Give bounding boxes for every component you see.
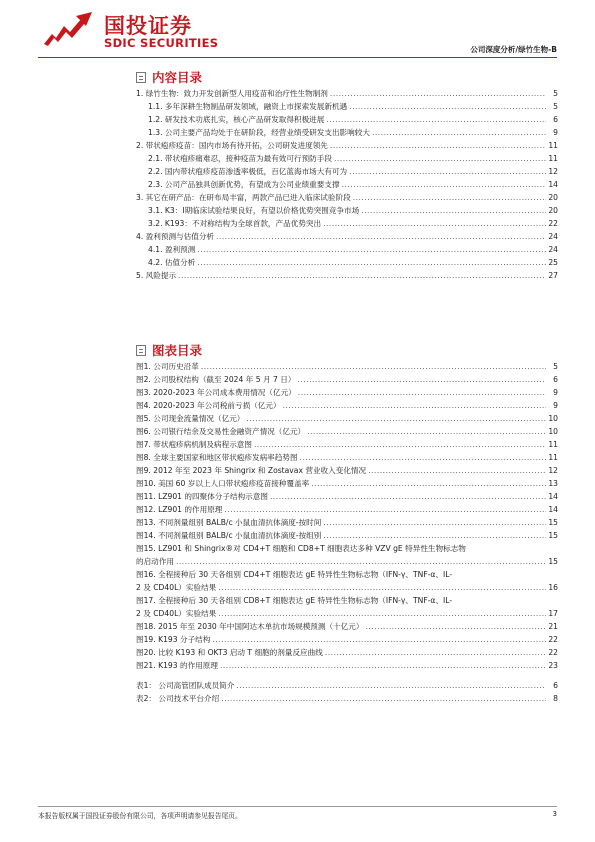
dot-leader: [197, 244, 546, 255]
toc-entry-label: 图1. 公司历史沿革: [136, 362, 199, 371]
dot-leader: [298, 387, 546, 398]
figure-entry[interactable]: [136, 478, 558, 491]
toc-entry-label: 图15. LZ901 和 Shingrix®对 CD4+T 细胞和 CD8+T 细胞表达多种 VZV gE 特异性生物标志物: [136, 544, 466, 553]
toc-entry-page: 15: [548, 557, 558, 566]
figures-list: [136, 361, 558, 706]
figure-entry[interactable]: [136, 517, 558, 530]
toc-entry-page: 5: [553, 102, 558, 111]
toc-entry-page: 17: [548, 609, 558, 618]
dot-leader: [334, 153, 546, 164]
toc-entry-label: 2 及 CD40L）实验结果: [136, 609, 217, 618]
figure-entry-continued[interactable]: [136, 556, 558, 569]
dot-leader: [372, 127, 546, 138]
toc-entry-label: 3. 其它在研产品：在研布局丰富，两款产品已进入临床试验阶段: [136, 193, 351, 202]
dot-leader: [323, 218, 546, 229]
page-header: [0, 0, 595, 60]
toc-entry-label: 图21. K193 的作用原理: [136, 661, 218, 670]
toc-entry[interactable]: [136, 231, 558, 244]
copyright-note: 本报告版权属于国投证券股份有限公司，各项声明请参见报告尾页。: [38, 812, 242, 820]
toc-entry-label: 图6. 公司银行结余及交易性金融资产情况（亿元）: [136, 427, 306, 436]
figure-entry[interactable]: [136, 530, 558, 543]
toc-entry-page: 15: [548, 531, 558, 540]
header-divider: [38, 57, 557, 58]
figure-entry[interactable]: [136, 595, 558, 608]
toc-entry-page: 5: [553, 362, 558, 371]
toc-entry-label: 1.3. 公司主要产品均处于在研阶段，经营业绩受研发支出影响较大: [148, 128, 370, 137]
figure-entry[interactable]: [136, 465, 558, 478]
figure-entry[interactable]: [136, 426, 558, 439]
toc-entry[interactable]: [136, 244, 558, 257]
toc-entry-label: 1.1. 多年深耕生物制品研发领域，融资上市探索发展新机遇: [148, 102, 348, 111]
logo-text-cn: 国投证券: [104, 14, 192, 38]
toc-entry-label: 3.1. K3：Ⅰ期临床试验结果良好，有望以价格优势突围竞争市场: [148, 206, 360, 215]
toc-entry-label: 图13. 不同剂量组别 BALB/c 小鼠血清抗体滴度-按时间: [136, 518, 322, 527]
toc-entry-page: 27: [548, 271, 558, 280]
dot-leader: [254, 439, 546, 450]
toc-entry-label: 1. 绿竹生物：致力开发创新型人用疫苗和治疗性生物制剂: [136, 89, 328, 98]
toc-entry-page: 6: [553, 115, 558, 124]
contents-heading: [136, 68, 202, 86]
toc-entry-page: 13: [548, 479, 558, 488]
toc-entry-label: 4. 盈利预测与估值分析: [136, 232, 215, 241]
toc-entry-page: 24: [548, 245, 558, 254]
figure-entry[interactable]: [136, 543, 558, 556]
toc-entry-page: 10: [548, 414, 558, 423]
figure-entry[interactable]: [136, 621, 558, 634]
figure-entry[interactable]: [136, 647, 558, 660]
figure-entry[interactable]: [136, 660, 558, 673]
toc-entry-page: 14: [548, 492, 558, 501]
dot-leader: [323, 517, 546, 528]
toc-entry[interactable]: [136, 218, 558, 231]
toc-entry[interactable]: [136, 88, 558, 101]
figure-entry-continued[interactable]: [136, 582, 558, 595]
toc-entry-page: 8: [553, 694, 558, 703]
toc-entry-page: 21: [548, 622, 558, 631]
logo-text-en: SDIC SECURITIES: [104, 36, 219, 50]
toc-entry-label: 图9. 2012 年至 2023 年 Shingrix 和 Zostavax 营业收入变化情况: [136, 466, 367, 475]
dot-leader: [361, 205, 546, 216]
dot-leader: [300, 452, 546, 463]
toc-entry-page: 24: [548, 232, 558, 241]
contents-title: 内容目录: [152, 70, 203, 85]
dot-leader: [178, 270, 546, 281]
dot-leader: [349, 101, 546, 112]
dot-leader: [307, 426, 546, 437]
toc-entry-page: 6: [553, 681, 558, 690]
dot-leader: [176, 556, 546, 567]
toc-entry-page: 5: [553, 89, 558, 98]
toc-entry-label: 2.3. 公司产品独具创新优势，有望成为公司业绩重要支撑: [148, 180, 340, 189]
toc-entry[interactable]: [136, 166, 558, 179]
figure-entry[interactable]: [136, 413, 558, 426]
toc-entry[interactable]: [136, 205, 558, 218]
toc-entry-page: 15: [548, 518, 558, 527]
dot-leader: [365, 621, 546, 632]
dot-leader: [270, 491, 546, 502]
figures-title: 图表目录: [152, 343, 203, 358]
toc-entry-label: 图12. LZ901 的作用原理: [136, 505, 223, 514]
toc-entry-label: 图3. 2020-2023 年公司成本费用情况（亿元）: [136, 388, 296, 397]
figure-entry[interactable]: [136, 361, 558, 374]
list-icon: [136, 345, 146, 356]
contents-list: [136, 88, 558, 283]
toc-entry-page: 14: [548, 505, 558, 514]
toc-entry-label: 图5. 公司现金流量情况（亿元）: [136, 414, 245, 423]
toc-entry-page: 16: [548, 583, 558, 592]
dot-leader: [330, 140, 546, 151]
figure-entry-continued[interactable]: [136, 608, 558, 621]
dot-leader: [368, 465, 546, 476]
toc-entry-label: 5. 风险提示: [136, 271, 177, 280]
dot-leader: [220, 660, 546, 671]
figure-entry[interactable]: [136, 400, 558, 413]
toc-entry[interactable]: [136, 179, 558, 192]
dot-leader: [342, 179, 546, 190]
toc-entry-page: 11: [548, 154, 558, 163]
toc-entry-label: 图19. K193 分子结构: [136, 635, 211, 644]
toc-entry-label: 2.2. 国内带状疱疹疫苗渗透率极低，百亿蓝海市场大有可为: [148, 167, 348, 176]
toc-entry-page: 22: [548, 219, 558, 228]
toc-entry[interactable]: [136, 114, 558, 127]
dot-leader: [221, 693, 546, 704]
dot-leader: [218, 582, 546, 593]
toc-entry-page: 9: [553, 401, 558, 410]
toc-entry-label: 1.2. 研发技术功底扎实，核心产品研发取得积极进展: [148, 115, 325, 124]
toc-entry-label: 表1： 公司高管团队成员简介: [136, 681, 235, 690]
toc-entry-label: 2.1. 带状疱疹痛难忍，接种疫苗为最有效可行预防手段: [148, 154, 332, 163]
document-tag: 公司深度分析/绿竹生物-B: [470, 45, 557, 54]
toc-entry[interactable]: [136, 153, 558, 166]
toc-entry-label: 4.2. 估值分析: [148, 258, 196, 267]
toc-entry-label: 2 及 CD40L）实验结果: [136, 583, 217, 592]
figures-heading: [136, 341, 202, 359]
toc-entry-label: 4.1. 盈利预测: [148, 245, 196, 254]
toc-entry-label: 图14. 不同剂量组别 BALB/c 小鼠血清抗体滴度-按组别: [136, 531, 322, 540]
toc-entry-page: 20: [548, 206, 558, 215]
toc-entry-page: 9: [553, 388, 558, 397]
toc-entry-label: 图18. 2015 年至 2030 年中国阿达木单抗市场规模预测（十亿元）: [136, 622, 364, 631]
toc-entry-label: 图11. LZ901 的四聚体分子结构示意图: [136, 492, 268, 501]
toc-entry[interactable]: [136, 192, 558, 205]
dot-leader: [349, 166, 546, 177]
dot-leader: [325, 647, 546, 658]
toc-entry-page: 11: [548, 141, 558, 150]
toc-entry-label: 图20. 比较 K193 和 OKT3 启动 T 细胞的剂量反应曲线: [136, 648, 323, 657]
toc-entry-page: 22: [548, 635, 558, 644]
toc-entry[interactable]: [136, 101, 558, 114]
figure-entry[interactable]: [136, 439, 558, 452]
dot-leader: [283, 400, 546, 411]
dot-leader: [201, 361, 546, 372]
toc-entry-label: 2. 带状疱疹疫苗：国内市场有待开拓，公司研发进度领先: [136, 141, 328, 150]
footer-divider: [38, 806, 557, 807]
toc-entry-page: 6: [553, 375, 558, 384]
toc-entry[interactable]: [136, 257, 558, 270]
dot-leader: [323, 530, 546, 541]
dot-leader: [326, 114, 546, 125]
toc-entry-label: 表2： 公司技术平台介绍: [136, 694, 220, 703]
toc-entry-page: 22: [548, 648, 558, 657]
list-gap: [136, 673, 558, 680]
table-entry[interactable]: [136, 680, 558, 693]
table-entry[interactable]: [136, 693, 558, 706]
company-logo: [42, 10, 222, 54]
figure-entry[interactable]: [136, 387, 558, 400]
dot-leader: [236, 680, 546, 691]
dot-leader: [311, 478, 546, 489]
dot-leader: [353, 192, 546, 203]
toc-entry-page: 23: [548, 661, 558, 670]
toc-entry-page: 11: [548, 453, 558, 462]
figure-entry[interactable]: [136, 452, 558, 465]
dot-leader: [224, 504, 546, 515]
dot-leader: [212, 634, 546, 645]
dot-leader: [218, 608, 546, 619]
toc-entry-label: 图17. 全程接种后 30 天各组别 CD8+T 细胞表达 gE 特异性生物标志物（IFN-γ、TNF-α、IL-: [136, 596, 453, 605]
toc-entry-label: 3.2. K193：不对称结构为全球首款，产品优势突出: [148, 219, 322, 228]
toc-entry-page: 20: [548, 193, 558, 202]
dot-leader: [197, 257, 546, 268]
logo-mark-icon: [42, 12, 98, 46]
toc-entry-label: 图8. 全球主要国家和地区带状疱疹发病率趋势图: [136, 453, 298, 462]
toc-entry[interactable]: [136, 270, 558, 283]
dot-leader: [216, 231, 546, 242]
toc-entry-label: 图16. 全程接种后 30 天各组别 CD4+T 细胞表达 gE 特异性生物标志物（IFN-γ、TNF-α、IL-: [136, 570, 453, 579]
toc-entry-page: 10: [548, 427, 558, 436]
toc-entry-page: 12: [548, 466, 558, 475]
toc-entry-page: 11: [548, 440, 558, 449]
figure-entry[interactable]: [136, 374, 558, 387]
toc-entry-page: 14: [548, 180, 558, 189]
toc-entry-label: 图7. 带状疱疹病机制及病程示意图: [136, 440, 252, 449]
figure-entry[interactable]: [136, 634, 558, 647]
list-icon: [136, 72, 146, 83]
toc-entry[interactable]: [136, 127, 558, 140]
toc-entry-page: 12: [548, 167, 558, 176]
toc-entry-label: 图4. 2020-2023 年公司税前亏损（亿元）: [136, 401, 281, 410]
toc-entry-page: 25: [548, 258, 558, 267]
toc-entry[interactable]: [136, 140, 558, 153]
dot-leader: [297, 374, 546, 385]
toc-entry-label: 图10. 美国 60 岁以上人口带状疱疹疫苗接种覆盖率: [136, 479, 310, 488]
figure-entry[interactable]: [136, 504, 558, 517]
dot-leader: [330, 88, 546, 99]
toc-entry-label: 图2. 公司股权结构（截至 2024 年 5 月 7 日）: [136, 375, 296, 384]
figure-entry[interactable]: [136, 569, 558, 582]
toc-entry-label: 的启动作用: [136, 557, 174, 566]
figure-entry[interactable]: [136, 491, 558, 504]
dot-leader: [246, 413, 546, 424]
page-number: 3: [552, 810, 557, 818]
toc-entry-page: 9: [553, 128, 558, 137]
